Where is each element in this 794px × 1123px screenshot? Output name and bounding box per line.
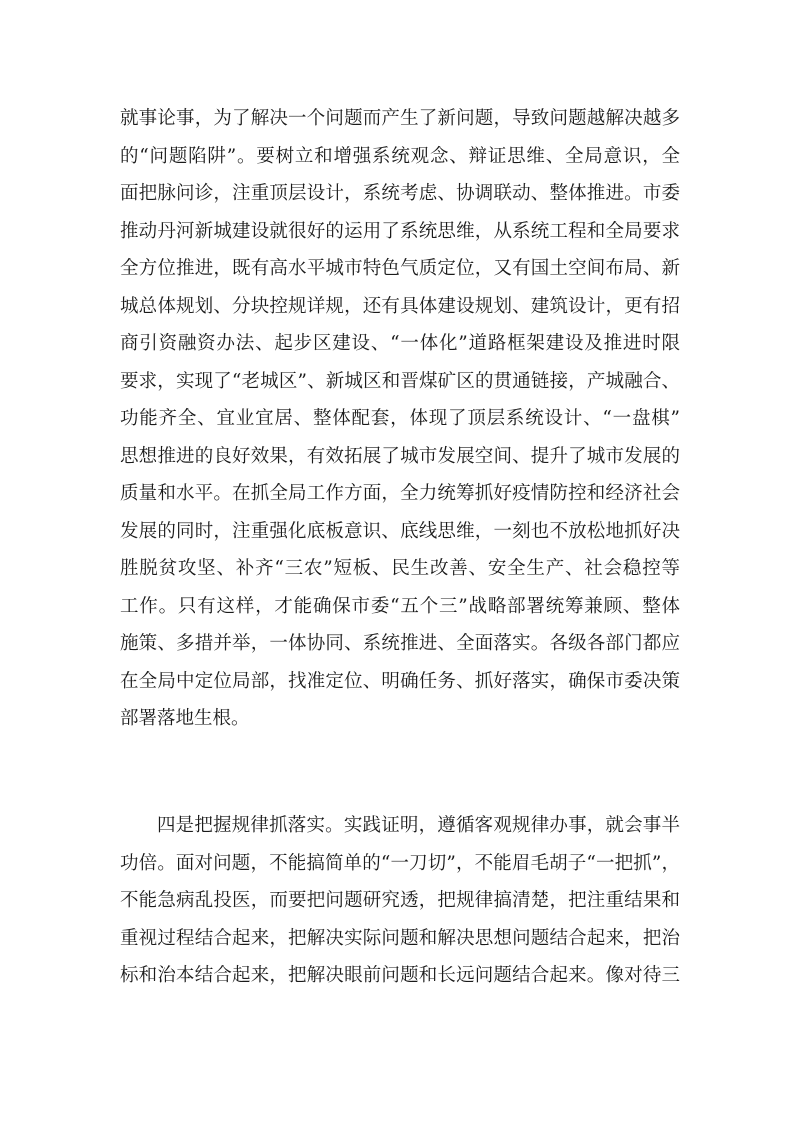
- text-line: 就事论事，为了解决一个问题而产生了新问题，导致问题越解决越多: [120, 108, 680, 129]
- text-line: 发展的同时，注重强化底板意识、底线思维，一刻也不放松地抓好决: [120, 520, 680, 542]
- text-line: 质量和水平。在抓全局工作方面，全力统筹抓好疫情防控和经济社会: [120, 483, 680, 504]
- paragraph-2: [120, 807, 680, 995]
- text-line: 施策、多措并举，一体协同、系统推进、全面落实。各级各部门都应: [120, 633, 680, 654]
- text-line: 全方位推进，既有高水平城市特色气质定位，又有国土空间布局、新: [120, 258, 680, 279]
- text-line: 胜脱贫攻坚、补齐“三农”短板、民生改善、安全生产、社会稳控等: [120, 558, 680, 579]
- text-line: 部署落地生根。: [120, 708, 250, 729]
- text-line: 城总体规划、分块控规详规，还有具体建设规划、建筑设计，更有招: [120, 295, 680, 317]
- text-line: 工作。只有这样，才能确保市委“五个三”战略部署统筹兼顾、整体: [120, 595, 680, 617]
- text-line: 功倍。面对问题，不能搞简单的“一刀切”，不能眉毛胡子“一把抓”，: [120, 852, 680, 874]
- text-line: 功能齐全、宜业宜居、整体配套，体现了顶层系统设计、“一盘棋”: [120, 408, 680, 429]
- paragraph-1: [120, 100, 680, 738]
- text-line: 推动丹河新城建设就很好的运用了系统思维，从系统工程和全局要求: [120, 220, 680, 242]
- text-line: 标和治本结合起来，把解决眼前问题和长远问题结合起来。像对待三: [120, 965, 680, 986]
- text-line: 在全局中定位局部，找准定位、明确任务、抓好落实，确保市委决策: [120, 670, 680, 692]
- text-line: 的“问题陷阱”。要树立和增强系统观念、辩证思维、全局意识，全: [120, 145, 680, 167]
- text-line: 重视过程结合起来，把解决实际问题和解决思想问题结合起来，把治: [120, 927, 680, 949]
- text-line: 商引资融资办法、起步区建设、“一体化”道路框架建设及推进时限: [120, 333, 680, 354]
- text-line: 思想推进的良好效果，有效拓展了城市发展空间、提升了城市发展的: [120, 445, 680, 467]
- text-line: 要求，实现了“老城区”、新城区和晋煤矿区的贯通链接，产城融合、: [120, 370, 680, 392]
- text-line: 面把脉问诊，注重顶层设计，系统考虑、协调联动、整体推进。市委: [120, 183, 680, 204]
- text-line: 不能急病乱投医，而要把问题研究透，把规律搞清楚，把注重结果和: [120, 890, 680, 911]
- text-line: 四是把握规律抓落实。实践证明，遵循客观规律办事，就会事半: [157, 815, 680, 836]
